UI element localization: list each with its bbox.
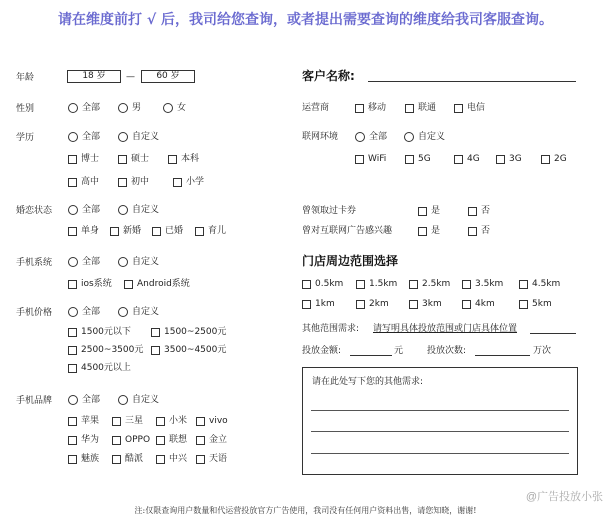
price-all-label: 全部	[82, 307, 101, 317]
os-android-label: Android系统	[137, 279, 190, 289]
price-label: 手机价格	[16, 308, 53, 318]
range-2-5km-label: 2.5km	[422, 279, 451, 289]
carrier-telecom-label: 电信	[467, 103, 486, 113]
brand-tianyu-label: 天语	[209, 454, 228, 464]
os-custom-label: 自定义	[132, 257, 160, 267]
price-under1500-label: 1500元以下	[81, 327, 131, 337]
os-android-checkbox[interactable]	[124, 280, 133, 289]
brand-coolpad-checkbox[interactable]	[112, 455, 121, 464]
note-line	[311, 431, 569, 432]
ad-interest-label: 曾对互联网广告感兴趣	[302, 226, 393, 236]
price-over4500-checkbox[interactable]	[68, 364, 77, 373]
brand-zte-label: 中兴	[169, 454, 188, 464]
gender-all-label: 全部	[82, 103, 101, 113]
edu-bachelor-label: 本科	[181, 154, 200, 164]
range-4km-label: 4km	[475, 299, 495, 309]
brand-samsung-checkbox[interactable]	[112, 417, 121, 426]
brand-lenovo-label: 联想	[169, 435, 188, 445]
price-2500-3500-label: 2500~3500元	[81, 345, 144, 355]
network-5g-checkbox[interactable]	[405, 155, 414, 164]
price-2500-3500-checkbox[interactable]	[68, 346, 77, 355]
os-ios-label: ios系统	[81, 279, 112, 289]
range-5km-checkbox[interactable]	[519, 300, 528, 309]
count-label: 投放次数:	[427, 346, 467, 356]
ad-interest-yes-checkbox[interactable]	[418, 227, 427, 236]
edu-phd-checkbox[interactable]	[68, 155, 77, 164]
network-wifi-checkbox[interactable]	[355, 155, 364, 164]
other-range-field[interactable]: 请写明具体投放范围或门店具体位置	[373, 324, 518, 334]
network-2g-checkbox[interactable]	[541, 155, 550, 164]
range-3km-checkbox[interactable]	[409, 300, 418, 309]
age-to-field[interactable]: 60 岁	[141, 70, 195, 83]
gender-label: 性别	[16, 104, 35, 114]
ad-interest-yes-label: 是	[431, 226, 441, 236]
other-range-underline	[530, 333, 576, 334]
marital-parenting-label: 育儿	[208, 226, 227, 236]
coupon-yes-label: 是	[431, 206, 441, 216]
os-all-label: 全部	[82, 257, 101, 267]
marital-married-checkbox[interactable]	[152, 227, 161, 236]
carrier-label: 运营商	[302, 103, 330, 113]
brand-lenovo-checkbox[interactable]	[156, 436, 165, 445]
edu-highschool-label: 高中	[81, 177, 100, 187]
note-line	[311, 410, 569, 411]
amount-unit: 元	[394, 346, 404, 356]
brand-samsung-label: 三星	[125, 416, 144, 426]
price-3500-4500-checkbox[interactable]	[151, 346, 160, 355]
brand-oppo-label: OPPO	[125, 435, 151, 445]
network-4g-checkbox[interactable]	[454, 155, 463, 164]
marital-single-label: 单身	[81, 226, 100, 236]
range-0-5km-checkbox[interactable]	[302, 280, 311, 289]
os-label: 手机系统	[16, 258, 53, 268]
network-all-radio[interactable]	[355, 132, 365, 142]
range-4-5km-checkbox[interactable]	[519, 280, 528, 289]
network-all-label: 全部	[369, 132, 388, 142]
age-label: 年龄	[16, 73, 35, 83]
os-custom-radio[interactable]	[118, 257, 128, 267]
gender-female-radio[interactable]	[163, 103, 173, 113]
range-3km-label: 3km	[422, 299, 442, 309]
network-3g-label: 3G	[509, 154, 522, 164]
carrier-unicom-label: 联通	[418, 103, 437, 113]
edu-middle-checkbox[interactable]	[118, 178, 127, 187]
range-3-5km-label: 3.5km	[475, 279, 504, 289]
customer-name-field[interactable]	[368, 81, 576, 82]
gender-male-label: 男	[132, 103, 142, 113]
age-dash: —	[126, 72, 135, 82]
price-custom-radio[interactable]	[118, 307, 128, 317]
brand-vivo-label: vivo	[209, 416, 228, 426]
carrier-telecom-checkbox[interactable]	[454, 104, 463, 113]
brand-gionee-label: 金立	[209, 435, 228, 445]
education-all-label: 全部	[82, 132, 101, 142]
brand-custom-label: 自定义	[132, 395, 160, 405]
amount-field[interactable]	[350, 355, 392, 356]
range-4-5km-label: 4.5km	[532, 279, 561, 289]
coupon-yes-checkbox[interactable]	[418, 207, 427, 216]
marital-married-label: 已婚	[165, 226, 184, 236]
brand-tianyu-checkbox[interactable]	[196, 455, 205, 464]
education-custom-radio[interactable]	[118, 132, 128, 142]
footer-disclaimer: 注:仅限查询用户数量和代运营投放官方广告使用，我司没有任何用户资料出售，请您知晓，谢谢!	[134, 506, 477, 515]
brand-coolpad-label: 酷派	[125, 454, 144, 464]
coupon-no-label: 否	[481, 206, 491, 216]
price-custom-label: 自定义	[132, 307, 160, 317]
other-needs-label: 请在此处写下您的其他需求:	[312, 377, 424, 387]
edu-primary-label: 小学	[186, 177, 205, 187]
brand-all-label: 全部	[82, 395, 101, 405]
brand-huawei-checkbox[interactable]	[68, 436, 77, 445]
brand-label: 手机品牌	[16, 396, 53, 406]
range-1-5km-checkbox[interactable]	[356, 280, 365, 289]
marital-parenting-checkbox[interactable]	[195, 227, 204, 236]
brand-zte-checkbox[interactable]	[156, 455, 165, 464]
ad-interest-no-label: 否	[481, 226, 491, 236]
gender-male-radio[interactable]	[118, 103, 128, 113]
count-unit: 万次	[533, 346, 552, 356]
range-4km-checkbox[interactable]	[462, 300, 471, 309]
amount-label: 投放金额:	[302, 346, 342, 356]
marital-all-label: 全部	[82, 205, 101, 215]
marital-custom-label: 自定义	[132, 205, 160, 215]
network-label: 联网环境	[302, 132, 339, 142]
edu-highschool-checkbox[interactable]	[68, 178, 77, 187]
brand-meizu-label: 魅族	[81, 454, 100, 464]
brand-apple-checkbox[interactable]	[68, 417, 77, 426]
range-1km-checkbox[interactable]	[302, 300, 311, 309]
network-4g-label: 4G	[467, 154, 480, 164]
brand-xiaomi-checkbox[interactable]	[156, 417, 165, 426]
range-1km-label: 1km	[315, 299, 335, 309]
carrier-unicom-checkbox[interactable]	[405, 104, 414, 113]
education-label: 学历	[16, 133, 35, 143]
range-3-5km-checkbox[interactable]	[462, 280, 471, 289]
brand-oppo-checkbox[interactable]	[112, 436, 121, 445]
marital-newlywed-label: 新婚	[123, 226, 142, 236]
range-1-5km-label: 1.5km	[369, 279, 398, 289]
carrier-mobile-label: 移动	[368, 103, 387, 113]
brand-custom-radio[interactable]	[118, 395, 128, 405]
customer-name-label: 客户名称:	[302, 69, 355, 83]
os-all-radio[interactable]	[68, 257, 78, 267]
os-ios-checkbox[interactable]	[68, 280, 77, 289]
store-range-title: 门店周边范围选择	[302, 254, 399, 268]
price-all-radio[interactable]	[68, 307, 78, 317]
edu-middle-label: 初中	[131, 177, 150, 187]
edu-master-checkbox[interactable]	[118, 155, 127, 164]
edu-phd-label: 博士	[81, 154, 100, 164]
marital-single-checkbox[interactable]	[68, 227, 77, 236]
coupon-no-checkbox[interactable]	[468, 207, 477, 216]
edu-bachelor-checkbox[interactable]	[168, 155, 177, 164]
price-over4500-label: 4500元以上	[81, 363, 131, 373]
price-under1500-checkbox[interactable]	[68, 328, 77, 337]
count-field[interactable]	[475, 355, 530, 356]
watermark: @广告投放小张	[525, 491, 603, 503]
brand-gionee-checkbox[interactable]	[196, 436, 205, 445]
range-2km-checkbox[interactable]	[356, 300, 365, 309]
range-5km-label: 5km	[532, 299, 552, 309]
carrier-mobile-checkbox[interactable]	[355, 104, 364, 113]
network-2g-label: 2G	[554, 154, 567, 164]
price-1500-2500-checkbox[interactable]	[151, 328, 160, 337]
network-custom-label: 自定义	[418, 132, 446, 142]
edu-primary-checkbox[interactable]	[173, 178, 182, 187]
network-custom-radio[interactable]	[404, 132, 414, 142]
marital-custom-radio[interactable]	[118, 205, 128, 215]
brand-xiaomi-label: 小米	[169, 416, 188, 426]
price-1500-2500-label: 1500~2500元	[164, 327, 227, 337]
price-3500-4500-label: 3500~4500元	[164, 345, 227, 355]
instruction-banner: 请在维度前打 √ 后，我司给您查询，或者提出需要查询的维度给我司客服查询。	[57, 12, 554, 28]
edu-master-label: 硕士	[131, 154, 150, 164]
coupon-label: 曾领取过卡券	[302, 206, 357, 216]
range-2km-label: 2km	[369, 299, 389, 309]
brand-all-radio[interactable]	[68, 395, 78, 405]
gender-all-radio[interactable]	[68, 103, 78, 113]
network-3g-checkbox[interactable]	[496, 155, 505, 164]
ad-interest-no-checkbox[interactable]	[468, 227, 477, 236]
network-wifi-label: WiFi	[368, 154, 387, 164]
marital-label: 婚恋状态	[16, 206, 53, 216]
other-needs-box[interactable]	[302, 367, 578, 475]
age-from-field[interactable]: 18 岁	[67, 70, 121, 83]
education-all-radio[interactable]	[68, 132, 78, 142]
marital-all-radio[interactable]	[68, 205, 78, 215]
note-line	[311, 453, 569, 454]
gender-female-label: 女	[177, 103, 187, 113]
brand-meizu-checkbox[interactable]	[68, 455, 77, 464]
brand-huawei-label: 华为	[81, 435, 100, 445]
network-5g-label: 5G	[418, 154, 431, 164]
education-custom-label: 自定义	[132, 132, 160, 142]
range-0-5km-label: 0.5km	[315, 279, 344, 289]
other-range-label: 其他范围需求:	[302, 324, 360, 334]
brand-apple-label: 苹果	[81, 416, 100, 426]
range-2-5km-checkbox[interactable]	[409, 280, 418, 289]
marital-newlywed-checkbox[interactable]	[110, 227, 119, 236]
brand-vivo-checkbox[interactable]	[196, 417, 205, 426]
